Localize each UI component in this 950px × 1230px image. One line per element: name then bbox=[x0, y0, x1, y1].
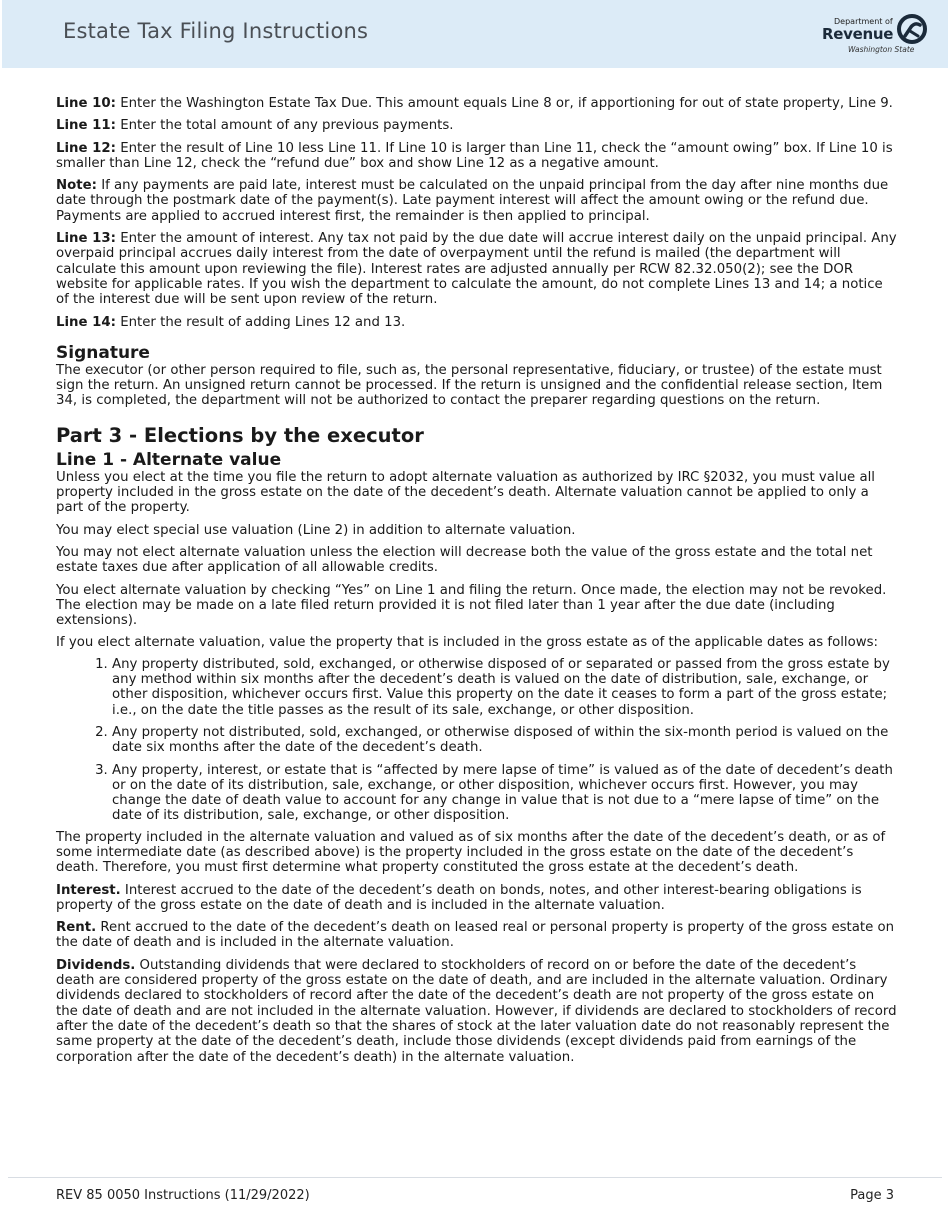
alternate-value-paragraph: You may elect special use valuation (Line 2) in addition to alternate valuation. bbox=[56, 522, 576, 538]
list-item: 1. Any property distributed, sold, exchanged, or otherwise disposed of or separated or passed from the gross estate by any method within six months after the decedent’s death is valued on the date of distribution, sale, exchange, or other disposition, whichever occurs first. Value this property on the date it ceases to form a part of the gross estate; i.e., on the date the title passes as the result of its sale, exchange, or other disposition. bbox=[112, 657, 898, 718]
signature-text: The executor (or other person required to file, such as, the personal representative, fiduciary, or trustee) of the estate must sign the return. An unsigned return cannot be processed. If the return is unsigned and the confidential release section, Item 34, is completed, the department will not be authorized to contact the preparer regarding questions on the return. bbox=[56, 362, 883, 409]
interest-paragraph: Interest. Interest accrued to the date of the decedent’s death on bonds, notes, and other interest-bearing obligations is property of the gross estate on the date of death and is included in the alternate valuation. bbox=[56, 882, 862, 913]
line-11-instruction: Line 11: Enter the total amount of any previous payments. bbox=[56, 118, 454, 134]
line-12-instruction: Line 12: Enter the result of Line 10 less Line 11. If Line 10 is larger than Line 11, check the “amount owing” box. If Line 10 is smaller than Line 12, check the “refund due” box and show Line 12 as a negative amount. bbox=[56, 140, 893, 171]
line-14-instruction: Line 14: Enter the result of adding Lines 12 and 13. bbox=[56, 314, 406, 330]
page-content bbox=[56, 96, 898, 1072]
dividends-paragraph: Dividends. Outstanding dividends that were declared to stockholders of record on or before the date of the decedent’s death are considered property of the gross estate on the date of death, and are included in the alternate valuation. Ordinary dividends declared to stockholders of record after the date of the decedent’s death are not property of the gross estate on the date of death and are not included in the alternate valuation. However, if dividends are declared to stockholders of record after the date of the decedent’s death so that the shares of stock at the later valuation date do not reasonably represent the same property at the date of the decedent’s death, include those dividends (except dividends paid from earnings of the corporation after the date of the decedent’s death) in the alternate valuation. bbox=[56, 957, 897, 1065]
part-3-heading: Part 3 - Elections by the executor bbox=[56, 423, 424, 447]
signature-heading: Signature bbox=[56, 342, 150, 363]
line-1-alternate-value-heading: Line 1 - Alternate value bbox=[56, 449, 282, 470]
alternate-value-paragraph: You elect alternate valuation by checking “Yes” on Line 1 and filing the return. Once made, the election may not be revoked. The election may be made on a late filed return provided it is not filed later than 1 year after the due date (including extensions). bbox=[56, 582, 887, 629]
line-10-instruction: Line 10: Enter the Washington Estate Tax Due. This amount equals Line 8 or, if apportioning for out of state property, Line 9. bbox=[56, 96, 893, 111]
late-payment-note: Note: If any payments are paid late, interest must be calculated on the unpaid principal from the day after nine months due date through the postmark date of the payment(s). Late payment interest will affect the amount owing or the refund due. Payments are applied to accrued interest first, the remainder is then applied to principal. bbox=[56, 178, 889, 224]
page-header bbox=[2, 0, 948, 68]
alternate-value-paragraph: If you elect alternate valuation, value the property that is included in the gross estate as of the applicable dates as follows: bbox=[56, 635, 879, 651]
alternate-valuation-summary: The property included in the alternate valuation and valued as of six months after the date of the decedent’s death, or as of some intermediate date (as described above) is the property included in the gross estate on the date of the decedent’s death. Therefore, you must first determine what property constituted the gross estate at the decedent’s death. bbox=[56, 829, 886, 876]
form-number: REV 85 0050 Instructions (11/29/2022) bbox=[56, 1188, 310, 1203]
logo-state-text: Washington State bbox=[848, 45, 915, 54]
line-13-instruction: Line 13: Enter the amount of interest. Any tax not paid by the due date will accrue interest daily on the unpaid principal. Any overpaid principal accrues daily interest from the date of overpayment until the refund is mailed (the department will calculate this amount upon reviewing the file). Interest rates are adjusted annually per RCW 82.32.050(2); see the DOR website for applicable rates. If you wish the department to calculate the amount, do not complete Lines 13 and 14; a notice of the interest due will be sent upon review of the return. bbox=[56, 231, 897, 308]
dor-logo-mark-icon bbox=[896, 14, 928, 44]
page-number: Page 3 bbox=[850, 1188, 894, 1203]
document-title: Estate Tax Filing Instructions bbox=[63, 19, 369, 43]
valuation-dates-list bbox=[56, 657, 898, 824]
logo-dept-text: Department of bbox=[834, 17, 893, 26]
dor-logo bbox=[822, 14, 932, 58]
alternate-value-paragraph: Unless you elect at the time you file the return to adopt alternate valuation as authorized by IRC §2032, you must value all property included in the gross estate on the date of the decedent’s death. Alternate valuation cannot be applied to only a part of the property. bbox=[56, 469, 876, 516]
list-item: 3. Any property, interest, or estate that is “affected by mere lapse of time” is valued as of the date of decedent’s death or on the date of its distribution, sale, exchange, or other disposition, whichever occurs first. However, you may change the date of death value to account for any change in value that is not due to a “mere lapse of time” on the date of its distribution, sale, exchange, or other disposition. bbox=[112, 763, 898, 824]
alternate-value-paragraph: You may not elect alternate valuation unless the election will decrease both the value of the gross estate and the total net estate taxes due after application of all allowable credits. bbox=[56, 544, 873, 576]
footer-divider bbox=[8, 1177, 942, 1178]
rent-paragraph: Rent. Rent accrued to the date of the decedent’s death on leased real or personal property is property of the gross estate on the date of death and is included in the alternate valuation. bbox=[56, 920, 895, 951]
list-item: 2. Any property not distributed, sold, exchanged, or otherwise disposed of within the six-month period is valued on the date six months after the date of the decedent’s death. bbox=[112, 725, 898, 756]
logo-revenue-text: Revenue bbox=[822, 25, 894, 43]
